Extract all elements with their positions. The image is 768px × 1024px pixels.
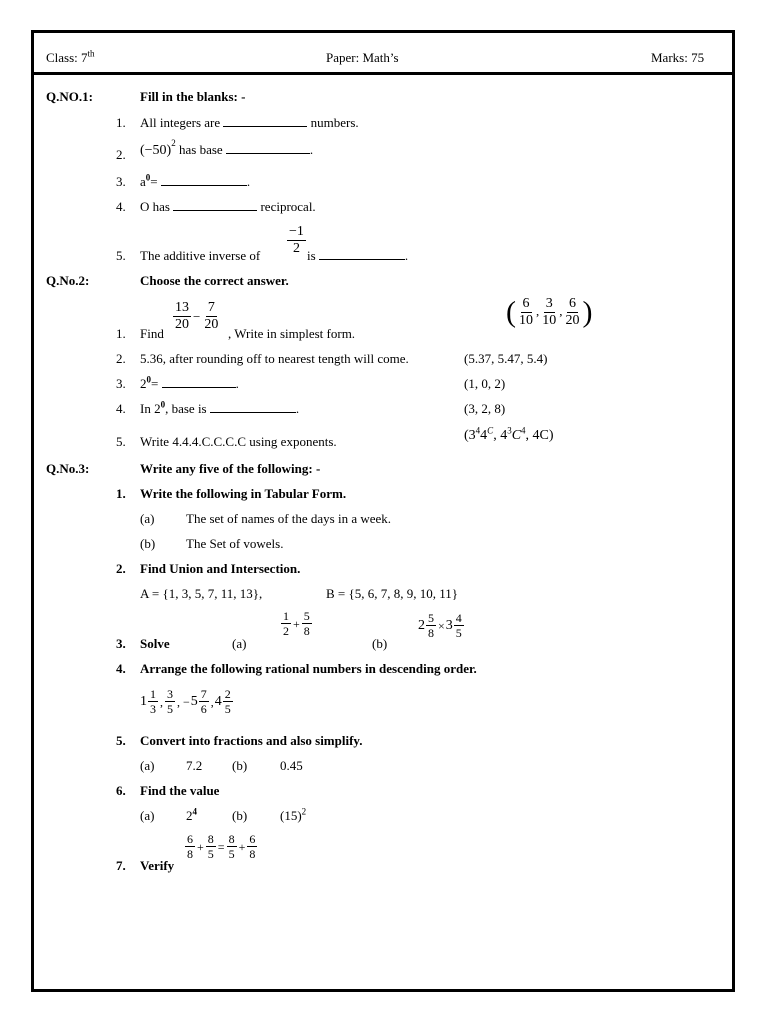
q3-s4-title: Arrange the following rational numbers in descending order. xyxy=(140,661,477,676)
q3-s6-a-value: $2^4$ xyxy=(186,806,197,823)
q1-item-2: $(-50)^2$ has base . xyxy=(140,138,314,158)
paper-title: Paper: Math’s xyxy=(326,50,399,65)
q3-s7-title: Verify xyxy=(140,858,175,873)
q2-label: Q.No.2: xyxy=(46,273,90,288)
q3-s6-b-label: (b) xyxy=(232,808,248,823)
class-label: Class: 7th xyxy=(46,48,95,65)
q3-title: Write any five of the following: - xyxy=(140,461,321,476)
q2-item-3-num: 3. xyxy=(116,376,126,391)
q2-item-4-num: 4. xyxy=(116,401,126,416)
header-rule xyxy=(31,72,735,75)
q1-item-4-num: 4. xyxy=(116,199,126,214)
q3-s1-b-label: (b) xyxy=(140,536,156,551)
q1-item-1-num: 1. xyxy=(116,115,126,130)
q2-item-2-text: 5.36, after rounding off to nearest tength will come. xyxy=(140,351,409,366)
q3-s5-b-value: 0.45 xyxy=(280,758,303,773)
q3-s7-num: 7. xyxy=(116,858,126,873)
answer-blank xyxy=(226,142,310,154)
q2-item-5-text: Write 4.4.4.C.C.C.C using exponents. xyxy=(140,434,337,449)
q2-item-1-text: , Write in simplest form. xyxy=(228,326,356,341)
q3-s4-numbers: 1 $\frac{1}{3}$ , $\frac{3}{5}$ , − 5 $\frac{7}{6}$ , 4 $\frac{2}{5}$ xyxy=(140,687,231,716)
q3-s7-expression: $\frac{6}{8}$ + $\frac{8}{5}$ = $\frac{8}{5}$ + $\frac{6}{8}$ xyxy=(187,832,256,861)
q1-item-3: $a^0=$ . xyxy=(140,172,251,189)
q1-item-4: O has reciprocal. xyxy=(140,199,316,214)
q1-item-5-num: 5. xyxy=(116,248,126,263)
q3-s2-set-a: A = {1, 3, 5, 7, 11, 13}, xyxy=(140,586,263,601)
q3-s4-num: 4. xyxy=(116,661,126,676)
q3-s5-a-label: (a) xyxy=(140,758,155,773)
q3-s3-b-expression: 2 $\frac{5}{8}$ × 3 $\frac{4}{5}$ xyxy=(418,611,462,640)
q3-s1-a-label: (a) xyxy=(140,511,155,526)
q2-item-2-num: 2. xyxy=(116,351,126,366)
q1-item-1: All integers are numbers. xyxy=(140,115,359,130)
q3-s6-a-label: (a) xyxy=(140,808,155,823)
q3-label: Q.No.3: xyxy=(46,461,90,476)
marks-label: Marks: 75 xyxy=(651,50,705,65)
q1-item-2-num: 2. xyxy=(116,147,126,162)
q3-s6-num: 6. xyxy=(116,783,126,798)
q1-label: Q.NO.1: xyxy=(46,89,93,104)
q3-s3-a-expression: $\frac{1}{2}$ + $\frac{5}{8}$ xyxy=(283,609,310,638)
q2-item-2-options: (5.37, 5.47, 5.4) xyxy=(464,351,548,366)
answer-blank xyxy=(161,174,247,186)
q2-item-3: $2^0=$ . xyxy=(140,374,239,391)
q3-s3-num: 3. xyxy=(116,636,126,651)
q1-item-5-rest: is . xyxy=(307,248,409,263)
q2-item-1-options: ( $\frac{6}{10}$ , $\frac{3}{10}$ , $\frac{6}{20}$ ) xyxy=(506,295,593,329)
q2-item-1-expression: $\frac{13}{20}$ − $\frac{7}{20}$ xyxy=(175,300,219,332)
q3-s5-num: 5. xyxy=(116,733,126,748)
q2-item-5-num: 5. xyxy=(116,434,126,449)
answer-blank xyxy=(223,115,307,127)
q1-item-5-fraction: $\frac{-1}{2}$ xyxy=(289,224,304,256)
q3-s5-b-label: (b) xyxy=(232,758,248,773)
q3-s1-b-text: The Set of vowels. xyxy=(186,536,284,551)
q3-s6-b-value: $(15)^2$ xyxy=(280,806,307,823)
q3-s2-num: 2. xyxy=(116,561,126,576)
q2-item-3-options: (1, 0, 2) xyxy=(464,376,506,391)
answer-blank xyxy=(162,376,236,388)
q2-item-4: In $2^0$, base is . xyxy=(140,399,300,416)
q1-item-5-text: The additive inverse of xyxy=(140,248,261,263)
answer-blank xyxy=(319,248,405,260)
q2-item-5-options: ($3^44^C$, $4^3C^4$, 4C) xyxy=(464,425,554,443)
q2-item-1-find: Find xyxy=(140,326,164,341)
q3-s1-a-text: The set of names of the days in a week. xyxy=(186,511,392,526)
q3-s5-title: Convert into fractions and also simplify. xyxy=(140,733,363,748)
q3-s3-title: Solve xyxy=(140,636,170,651)
q3-s1-title: Write the following in Tabular Form. xyxy=(140,486,347,501)
answer-blank xyxy=(173,199,257,211)
q3-s3-a-label: (a) xyxy=(232,636,247,651)
q1-item-3-num: 3. xyxy=(116,174,126,189)
q2-item-1-num: 1. xyxy=(116,326,126,341)
q3-s2-title: Find Union and Intersection. xyxy=(140,561,301,576)
q2-item-4-options: (3, 2, 8) xyxy=(464,401,506,416)
q2-title: Choose the correct answer. xyxy=(140,273,289,288)
q3-s3-b-label: (b) xyxy=(372,636,388,651)
q3-s5-a-value: 7.2 xyxy=(186,758,203,773)
q3-s2-set-b: B = {5, 6, 7, 8, 9, 10, 11} xyxy=(326,586,458,601)
answer-blank xyxy=(210,401,296,413)
q3-s6-title: Find the value xyxy=(140,783,220,798)
q1-title: Fill in the blanks: - xyxy=(140,89,246,104)
q3-s1-num: 1. xyxy=(116,486,126,501)
